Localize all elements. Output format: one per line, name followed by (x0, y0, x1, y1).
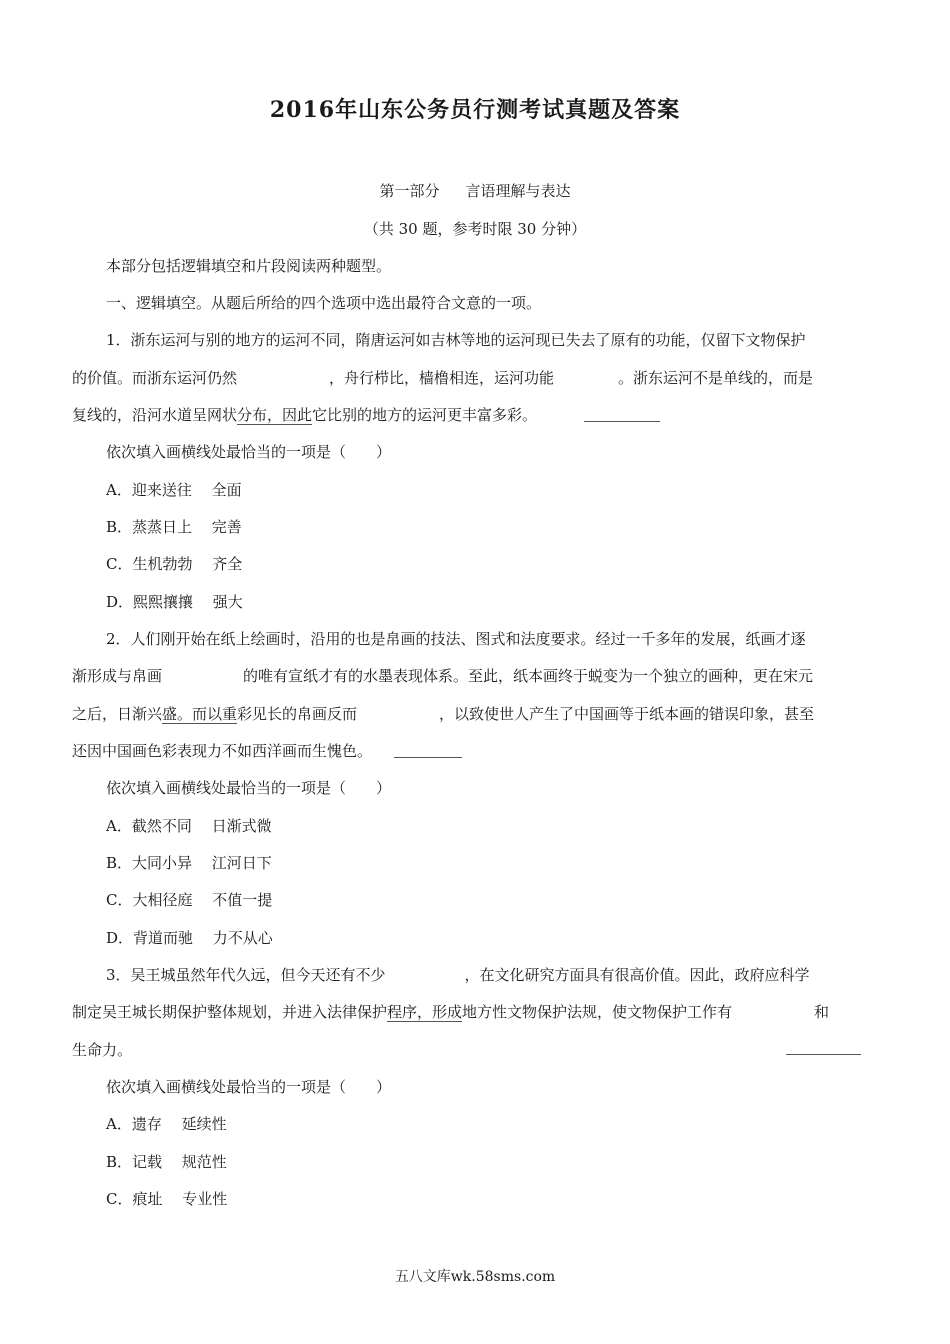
q2-line-2 (72, 665, 813, 686)
q2-option-c: C．大相径庭 不值一提 (106, 891, 273, 909)
part-name: 言语理解与表达 (465, 182, 571, 200)
q3-line-1 (106, 964, 810, 985)
q1-text-d: 复线的，沿河水道呈网状 (72, 406, 238, 424)
q3-text-c: 制定吴王城长期保护整体规划，并进入法律保护 (72, 1003, 388, 1021)
q3-trailing-line (786, 1054, 861, 1055)
q2-text-b: 的唯有宣纸才有的水墨表现体系。至此，纸本画终于蜕变为一个独立的画种，更在宋元 (243, 667, 814, 685)
part-note: （共 30 题，参考时限 30 分钟） (363, 220, 587, 238)
document-title: 2016年山东公务员行测考试真题及答案 (269, 97, 681, 123)
q3-line-3: 生命力。 (72, 1041, 133, 1059)
q1-prompt: 依次填入画横线处最恰当的一项是（ ） (106, 443, 392, 461)
q1-option-b: B．蒸蒸日上 完善 (106, 518, 242, 536)
q2-underlined-text: 盛。而以重 (162, 705, 238, 723)
part-heading (0, 180, 950, 201)
q1-line-3 (72, 404, 537, 425)
q2-line-1: 2．人们刚开始在纸上绘画时，沿用的也是帛画的技法、图式和法度要求。经过一千多年的发展，纸画才逐 (106, 630, 806, 648)
q3-text-a: 3．吴王城虽然年代久远，但今天还有不少 (106, 966, 386, 984)
q2-text-d: 彩见长的帛画反而 (237, 705, 358, 723)
q3-prompt: 依次填入画横线处最恰当的一项是（ ） (106, 1078, 392, 1096)
part-number: 第一部分 (379, 182, 440, 200)
q3-underlined-text: 程序，形成 (387, 1003, 463, 1021)
q1-line-2 (72, 367, 813, 388)
q1-text-e: 它比别的地方的运河更丰富多彩。 (312, 406, 538, 424)
q3-text-e: 和 (814, 1003, 830, 1021)
q1-text-a: 的价值。而浙东运河仍然 (72, 369, 238, 387)
q3-option-a: A．遗存 延续性 (106, 1115, 227, 1133)
q1-option-c: C．生机勃勃 齐全 (106, 555, 243, 573)
section-heading: 一、逻辑填空。从题后所给的四个选项中选出最符合文意的一项。 (106, 294, 542, 312)
q1-option-d: D．熙熙攘攘 强大 (106, 593, 243, 611)
q2-option-a: A．截然不同 日渐式微 (106, 817, 272, 835)
q2-text-e: ，以致使世人产生了中国画等于纸本画的错误印象，甚至 (439, 705, 815, 723)
q2-option-b: B．大同小异 江河日下 (106, 854, 272, 872)
q3-text-d: 地方性文物保护法规，使文物保护工作有 (462, 1003, 733, 1021)
intro-text: 本部分包括逻辑填空和片段阅读两种题型。 (106, 257, 392, 275)
q2-prompt: 依次填入画横线处最恰当的一项是（ ） (106, 779, 392, 797)
q2-line-3 (72, 703, 814, 724)
q1-option-a: A．迎来送往 全面 (106, 481, 242, 499)
q3-option-c: C．痕址 专业性 (106, 1190, 228, 1208)
q1-underlined-text: 分布，因此 (237, 406, 313, 424)
q2-text-a: 渐形成与帛画 (72, 667, 163, 685)
q3-line-2 (72, 1001, 829, 1022)
q1-line-1: 1．浙东运河与别的地方的运河不同，隋唐运河如吉林等地的运河现已失去了原有的功能，仅留下文物保护 (106, 331, 806, 349)
q2-text-c: 之后，日渐兴 (72, 705, 163, 723)
q3-text-b: ，在文化研究方面具有很高价值。因此，政府应科学 (464, 966, 810, 984)
q1-text-c: 。浙东运河不是单线的，而是 (618, 369, 814, 387)
footer-watermark: 五八文库wk.58sms.com (394, 1269, 556, 1285)
q3-option-b: B．记载 规范性 (106, 1153, 227, 1171)
q1-text-b: ，舟行栉比，樯橹相连，运河功能 (329, 369, 555, 387)
q2-trailing-line (394, 757, 462, 758)
q1-trailing-line (584, 421, 660, 422)
q2-option-d: D．背道而驰 力不从心 (106, 929, 273, 947)
q2-line-4: 还因中国画色彩表现力不如西洋画而生愧色。 (72, 742, 373, 760)
